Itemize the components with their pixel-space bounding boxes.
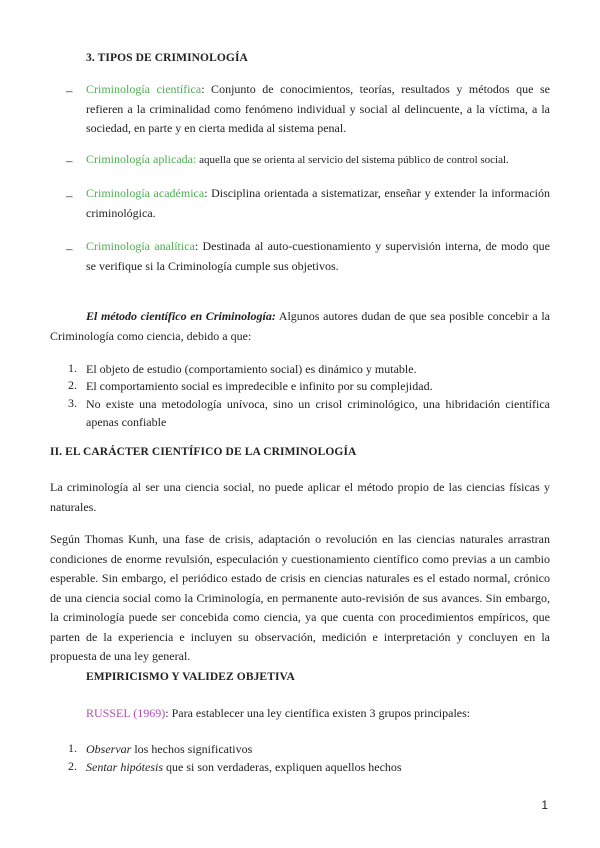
term-aplicada: Criminología aplicada: xyxy=(86,152,197,166)
bullet-dash: – xyxy=(66,188,73,203)
paragraph-intro: La criminología al ser una ciencia social, no puede aplicar el método propio de las ciencias físicas y naturales. xyxy=(50,480,550,514)
definition-text: : Destinada al auto-cuestionamiento y supervisión interna, de modo que se verifique si la Criminología cumple sus objetivos. xyxy=(86,239,550,273)
metodo-lead: El método científico en Criminología: xyxy=(86,309,276,323)
bullet-dash: – xyxy=(66,241,73,256)
term-analitica: Criminología analítica xyxy=(86,239,195,253)
list-item xyxy=(86,758,550,776)
list-item xyxy=(86,740,550,758)
paragraph-metodo xyxy=(50,307,550,346)
list-item: No existe una metodología unívoca, sino un crisol criminológico, una hibridación científica apenas confiable xyxy=(86,397,550,429)
list-item-analitica xyxy=(86,237,550,276)
reference-russel: RUSSEL (1969) xyxy=(86,706,166,720)
section-heading-empiricismo: EMPIRICISMO Y VALIDEZ OBJETIVA xyxy=(86,671,295,683)
list-number: 2. xyxy=(68,759,77,773)
metodo-text: Algunos autores dudan de que sea posible concebir a la Criminología como ciencia, debido a que: xyxy=(50,309,550,343)
list-number: 2. xyxy=(68,378,77,392)
list-number: 3. xyxy=(68,396,77,410)
bullet-dash: – xyxy=(66,83,73,98)
definition-text: : Conjunto de conocimientos, teorías, resultados y métodos que se refieren a la criminalidad como fenómeno individual y social al delincuente, a la víctima, a la sociedad, en parte y en cierta medida al sistema penal. xyxy=(86,82,550,135)
list-item-text: que si son verdaderas, expliquen aquellos hechos xyxy=(163,760,402,774)
reference-text: : Para establecer una ley científica existen 3 grupos principales: xyxy=(165,706,471,720)
emphasis: Sentar hipótesis xyxy=(86,760,163,774)
definition-text: aquella que se orienta al servicio del sistema público de control social. xyxy=(196,154,509,166)
list-item: El objeto de estudio (comportamiento social) es dinámico y mutable. xyxy=(86,362,417,376)
list-item-text: los hechos significativos xyxy=(131,742,253,756)
page-number: 1 xyxy=(541,798,548,812)
section-heading-caracter: II. EL CARÁCTER CIENTÍFICO DE LA CRIMINOLOGÍA xyxy=(50,446,357,458)
bullet-dash: – xyxy=(66,153,73,168)
paragraph-russel xyxy=(86,704,550,724)
term-cientifica: Criminología científica xyxy=(86,82,202,96)
list-item-cientifica xyxy=(86,80,550,139)
section-heading-tipos: 3. TIPOS DE CRIMINOLOGÍA xyxy=(86,52,248,64)
paragraph-kuhn: Según Thomas Kunh, una fase de crisis, adaptación o revolución en las ciencias naturales arrastran condiciones de enorme revulsión, especulación y cuestionamiento científico como previas a un cambio esperable. Sin embargo, el periódico estado de crisis en ciencias naturales es el estado normal, crónico de una ciencia social como la Criminología, en permanente auto-revisión de sus avances. Sin embargo, la criminología puede ser concebida como ciencia, ya que cuenta con procedimientos empíricos, que parten de la experiencia e incluyen su observación, medición e interpretación y concluyen en la propuesta de una ley general. xyxy=(50,532,550,663)
emphasis: Observar xyxy=(86,742,132,756)
list-item-academica xyxy=(86,184,550,223)
list-item: El comportamiento social es impredecible e infinito por su complejidad. xyxy=(86,379,433,393)
definition-text: : Disciplina orientada a sistematizar, enseñar y extender la información criminológica. xyxy=(86,186,550,220)
list-number: 1. xyxy=(68,361,77,375)
list-item-aplicada xyxy=(86,150,556,171)
term-academica: Criminología académica xyxy=(86,186,205,200)
list-number: 1. xyxy=(68,741,77,755)
